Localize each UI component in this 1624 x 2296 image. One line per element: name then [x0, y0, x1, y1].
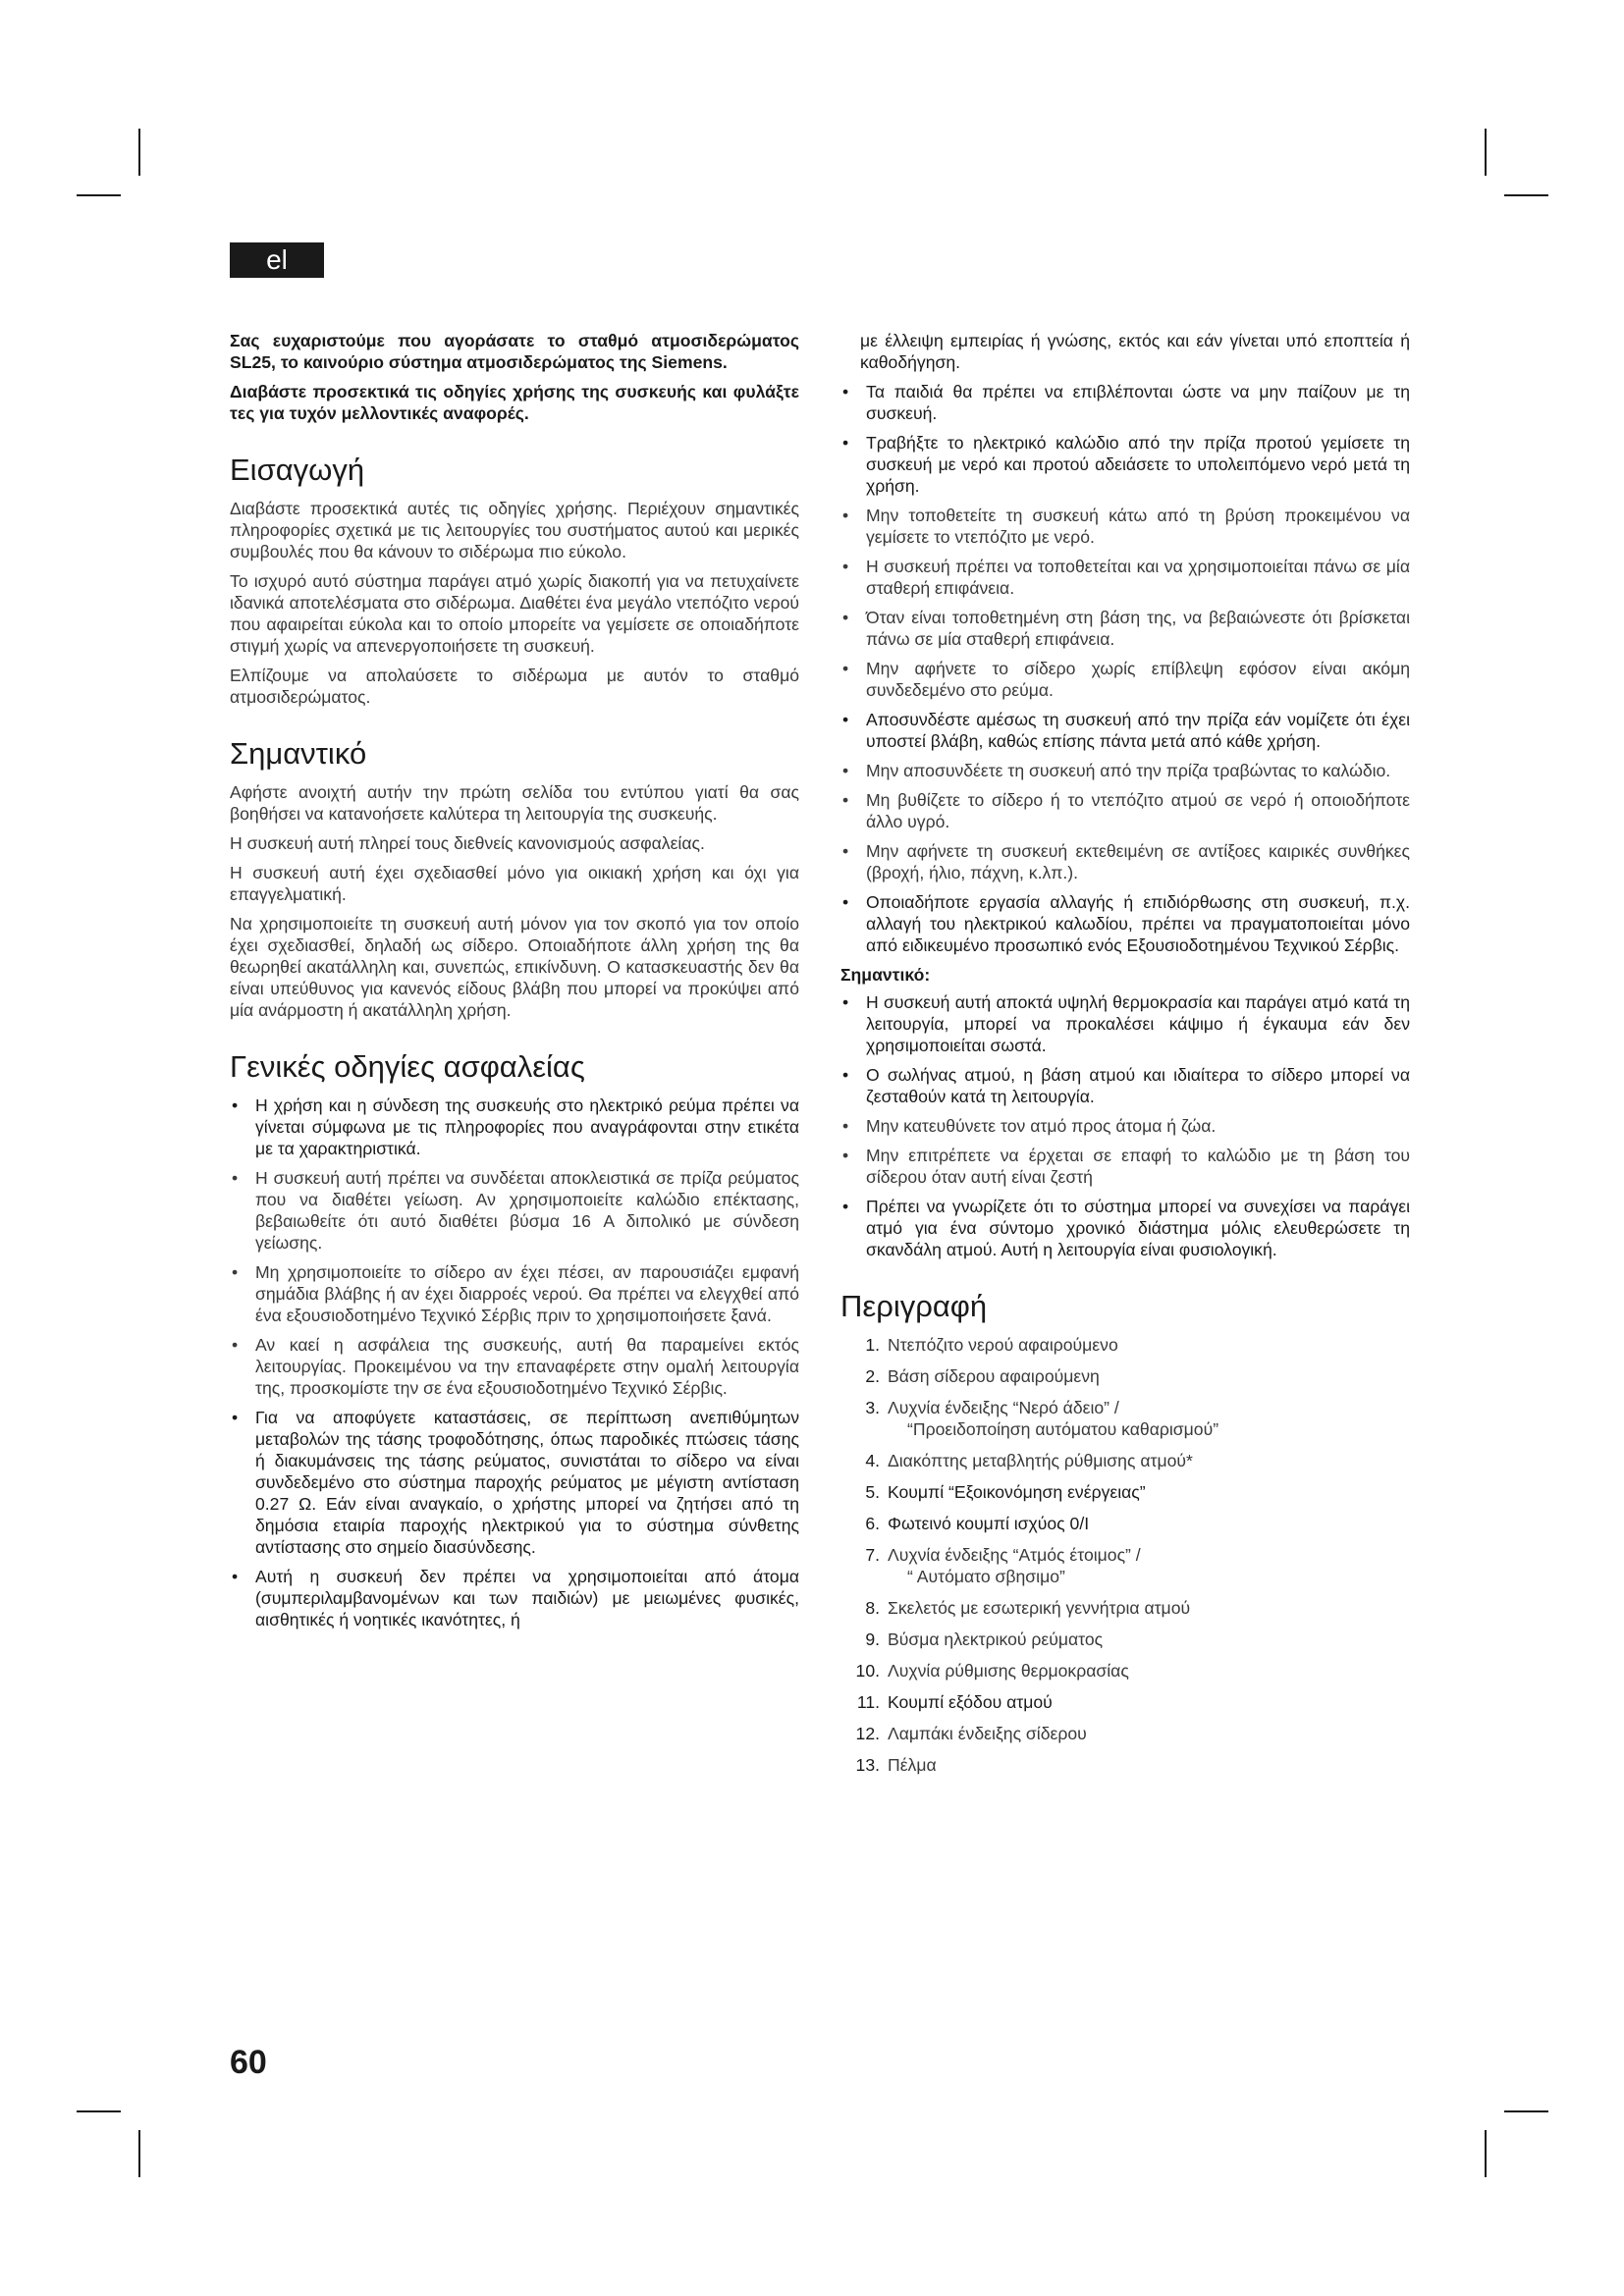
important-paragraph: Η συσκευή αυτή έχει σχεδιασθεί μόνο για οικιακή χρήση και όχι για επαγγελματική.: [230, 863, 799, 904]
crop-mark: [77, 2110, 121, 2112]
part-item: 11. Κουμπί εξόδου ατμού: [856, 1692, 1053, 1712]
important-paragraph: Αφήστε ανοιχτή αυτήν την πρώτη σελίδα του εντύπου γιατί θα σας βοηθήσει να κατανοήσετε καλύτερα τη λειτουργία της συσκευής.: [230, 782, 799, 824]
intro-paragraph: Το ισχυρό αυτό σύστημα παράγει ατμό χωρίς διακοπή για να πετυχαίνετε ιδανικά αποτελέσματα στο σιδέρωμα. Διαθέτει ένα μεγάλο ντεπόζιτο νερού που αφαιρείται εύκολα και το οποίο μπορείτε να γεμίσετε σε οποιαδήποτε στιγμή χωρίς να απενεργοποιήσετε τη συσκευή.: [230, 571, 799, 656]
crop-mark: [138, 2130, 140, 2177]
safety-item: • Αυτή η συσκευή δεν πρέπει να χρησιμοποιείται από άτομα (συμπεριλαμβανομένων και των παιδιών) με μειωμένες φυσικές, αισθητικές ή νοητικές ικανότητες, ή: [230, 1566, 799, 1630]
important-item: • Μην κατευθύνετε τον ατμό προς άτομα ή ζώα.: [840, 1115, 1410, 1137]
important-item: • Μην επιτρέπετε να έρχεται σε επαφή το καλώδιο με τη βάση του σίδερου όταν αυτή είναι ζεστή: [840, 1145, 1410, 1188]
right-column: [840, 330, 1410, 1786]
safety-item: • Η συσκευή αυτή πρέπει να συνδέεται αποκλειστικά σε πρίζα ρεύματος που να διαθέτει γείωση. Αν χρησιμοποιείτε καλώδιο επέκτασης, βεβαιωθείτε ότι αυτό διαθέτει βύσμα 16 A διπολικό με σύνδεση γείωσης.: [230, 1167, 799, 1254]
part-item: 12. Λαμπάκι ένδειξης σίδερου: [855, 1724, 1087, 1743]
important-item: • Ο σωλήνας ατμού, η βάση ατμού και ιδιαίτερα το σίδερο μπορεί να ζεσταθούν κατά τη λειτουργία.: [840, 1064, 1410, 1107]
heading-safety: Γενικές οδηγίες ασφαλείας: [230, 1049, 585, 1084]
safety-item: • Τα παιδιά θα πρέπει να επιβλέπονται ώστε να μην παίζουν με τη συσκευή.: [840, 381, 1410, 424]
part-item: 13. Πέλμα: [855, 1755, 937, 1775]
heading-introduction: Εισαγωγή: [230, 453, 365, 487]
safety-item: • Οποιαδήποτε εργασία αλλαγής ή επιδιόρθωσης στη συσκευή, π.χ. αλλαγή του ηλεκτρικού καλωδίου, πρέπει να πραγματοποιείται μόνο από ειδικευμένο προσωπικό ενός Εξουσιοδοτημένου Τεχνικού Σέρβις.: [840, 891, 1410, 956]
important-list: [840, 991, 1410, 1260]
important-paragraph: Να χρησιμοποιείτε τη συσκευή αυτή μόνον για τον σκοπό για τον οποίο έχει σχεδιασθεί, δηλαδή ως σίδερο. Οποιαδήποτε άλλη χρήση της θα θεωρηθεί ακατάλληλη και, συνεπώς, επικίνδυνη. Ο κατασκευαστής δεν θα είναι υπεύθυνος για κανενός είδους βλάβη που μπορεί να προκύψει από μία ανάρμοστη ή ακατάλληλη χρήση.: [230, 914, 799, 1020]
crop-mark: [1504, 2110, 1548, 2112]
parts-list: [840, 1334, 1410, 1776]
heading-important: Σημαντικό: [230, 736, 367, 771]
safety-item: • Η χρήση και η σύνδεση της συσκευής στο ηλεκτρικό ρεύμα πρέπει να γίνεται σύμφωνα με τις πληροφορίες που αναγράφονται στην ετικέτα με τα χαρακτηριστικά.: [230, 1095, 799, 1159]
crop-mark: [1504, 194, 1548, 196]
part-item: 9. Βύσμα ηλεκτρικού ρεύματος: [865, 1629, 1104, 1649]
crop-mark: [77, 194, 121, 196]
page-number: 60: [230, 2044, 267, 2081]
safety-item: • Μην τοποθετείτε τη συσκευή κάτω από τη βρύση προκειμένου να γεμίσετε το ντεπόζιτο με νερό.: [840, 505, 1410, 548]
safety-item: • Μην αφήνετε τη συσκευή εκτεθειμένη σε αντίξοες καιρικές συνθήκες (βροχή, ήλιο, πάχνη, κ.λπ.).: [840, 840, 1410, 883]
intro-paragraph: Διαβάστε προσεκτικά αυτές τις οδηγίες χρήσης. Περιέχουν σημαντικές πληροφορίες σχετικά με τις λειτουργίες του συστήματος αυτού και μερικές συμβουλές που θα κάνουν το σιδέρωμα πιο εύκολο.: [230, 499, 799, 561]
crop-mark: [1485, 2130, 1487, 2177]
safety-item: • Αποσυνδέστε αμέσως τη συσκευή από την πρίζα εάν νομίζετε ότι έχει υποστεί βλάβη, καθώς επίσης πάντα μετά από κάθε χρήση.: [840, 709, 1410, 752]
part-item: 7. Λυχνία ένδειξης “Ατμός έτοιμος” / “ Αυτόματο σβησιμο”: [865, 1545, 1141, 1586]
safety-item: • Η συσκευή πρέπει να τοποθετείται και να χρησιμοποιείται πάνω σε μία σταθερή επιφάνεια.: [840, 556, 1410, 599]
safety-continuation: με έλλειψη εμπειρίας ή γνώσης, εκτός και εάν γίνεται υπό εποπτεία ή καθοδήγηση.: [860, 331, 1410, 372]
intro-thanks: Σας ευχαριστούμε που αγοράσατε το σταθμό ατμοσιδερώματος SL25, το καινούριο σύστημα ατμοσιδερώματος της Siemens.: [230, 331, 799, 372]
important-paragraph: Η συσκευή αυτή πληρεί τους διεθνείς κανονισμούς ασφαλείας.: [230, 833, 705, 853]
intro-paragraph: Ελπίζουμε να απολαύσετε το σιδέρωμα με αυτόν το σταθμό ατμοσιδερώματος.: [230, 666, 799, 707]
safety-list-continued: [840, 381, 1410, 956]
safety-item: • Μη χρησιμοποιείτε το σίδερο αν έχει πέσει, αν παρουσιάζει εμφανή σημάδια βλάβης ή αν έχει διαρροές νερού. Θα πρέπει να ελεγχθεί από ένα εξουσιοδοτημένο Τεχνικό Σέρβις πριν το χρησιμοποιήσετε ξανά.: [230, 1261, 799, 1326]
safety-item: • Μη βυθίζετε το σίδερο ή το ντεπόζιτο ατμού σε νερό ή οποιοδήποτε άλλο υγρό.: [840, 789, 1410, 832]
safety-item: • Για να αποφύγετε καταστάσεις, σε περίπτωση ανεπιθύμητων μεταβολών της τάσης τροφοδότησης, όπως παροδικές πτώσεις τάσης ή διακυμάνσεις της τάσης ρεύματος, συνιστάται το σίδερο να είναι συνδεδεμένο στο σύστημα παροχής ρεύματος με μέγιστη αντίσταση 0.27 Ω. Εάν είναι αναγκαίο, ο χρήστης μπορεί να ζητήσει από τη δημόσια εταιρία παροχής ηλεκτρικού για το σύστημα σύνθετης αντίστασης στο σημείο διασύνδεσης.: [230, 1407, 799, 1558]
part-item: 1. Ντεπόζιτο νερού αφαιρούμενο: [865, 1335, 1118, 1355]
important-item: • Η συσκευή αυτή αποκτά υψηλή θερμοκρασία και παράγει ατμό κατά τη λειτουργία, μπορεί να προκαλέσει κάψιμο ή έγκαυμα εάν δεν χρησιμοποιείται σωστά.: [840, 991, 1410, 1056]
left-column: [230, 330, 799, 1638]
part-item: 8. Σκελετός με εσωτερική γεννήτρια ατμού: [865, 1598, 1191, 1618]
safety-list: [230, 1095, 799, 1630]
crop-mark: [1485, 129, 1487, 176]
part-item: 6. Φωτεινό κουμπί ισχύος 0/I: [865, 1514, 1090, 1533]
safety-item: • Μην αφήνετε το σίδερο χωρίς επίβλεψη εφόσον είναι ακόμη συνδεδεμένο στο ρεύμα.: [840, 658, 1410, 701]
important-item: • Πρέπει να γνωρίζετε ότι το σύστημα μπορεί να συνεχίσει να παράγει ατμό για ένα σύντομο χρονικό διάστημα μόλις ελευθερώσετε τη σκανδάλη ατμού. Αυτή η λειτουργία είναι φυσιολογική.: [840, 1196, 1410, 1260]
language-tag: el: [230, 242, 324, 278]
part-item: 3. Λυχνία ένδειξης “Νερό άδειο” / “Προειδοποίηση αυτόματου καθαρισμού”: [865, 1398, 1219, 1439]
heading-description: Περιγραφή: [840, 1289, 988, 1323]
part-item: 5. Κουμπί “Εξοικονόμηση ενέργειας”: [865, 1482, 1146, 1502]
safety-item: • Όταν είναι τοποθετημένη στη βάση της, να βεβαιώνεστε ότι βρίσκεται πάνω σε μία σταθερή επιφάνεια.: [840, 607, 1410, 650]
part-item: 10. Λυχνία ρύθμισης θερμοκρασίας: [855, 1661, 1129, 1681]
part-item: 2. Βάση σίδερου αφαιρούμενη: [865, 1366, 1100, 1386]
safety-item: • Τραβήξτε το ηλεκτρικό καλώδιο από την πρίζα προτού γεμίσετε τη συσκευή με νερό και προτού αδειάσετε το υπολειπόμενο νερό μετά τη χρήση.: [840, 432, 1410, 497]
important-label: Σημαντικό:: [840, 965, 931, 985]
crop-mark: [138, 129, 140, 176]
intro-read-instructions: Διαβάστε προσεκτικά τις οδηγίες χρήσης της συσκευής και φυλάξτε τες για τυχόν μελλοντικές αναφορές.: [230, 382, 799, 423]
safety-item: • Αν καεί η ασφάλεια της συσκευής, αυτή θα παραμείνει εκτός λειτουργίας. Προκειμένου να την επαναφέρετε στην ομαλή λειτουργία της, προσκομίστε την σε ένα εξουσιοδοτημένο Τεχνικό Σέρβις.: [230, 1334, 799, 1399]
safety-item: • Μην αποσυνδέετε τη συσκευή από την πρίζα τραβώντας το καλώδιο.: [840, 760, 1410, 781]
part-item: 4. Διακόπτης μεταβλητής ρύθμισης ατμού*: [865, 1451, 1193, 1470]
